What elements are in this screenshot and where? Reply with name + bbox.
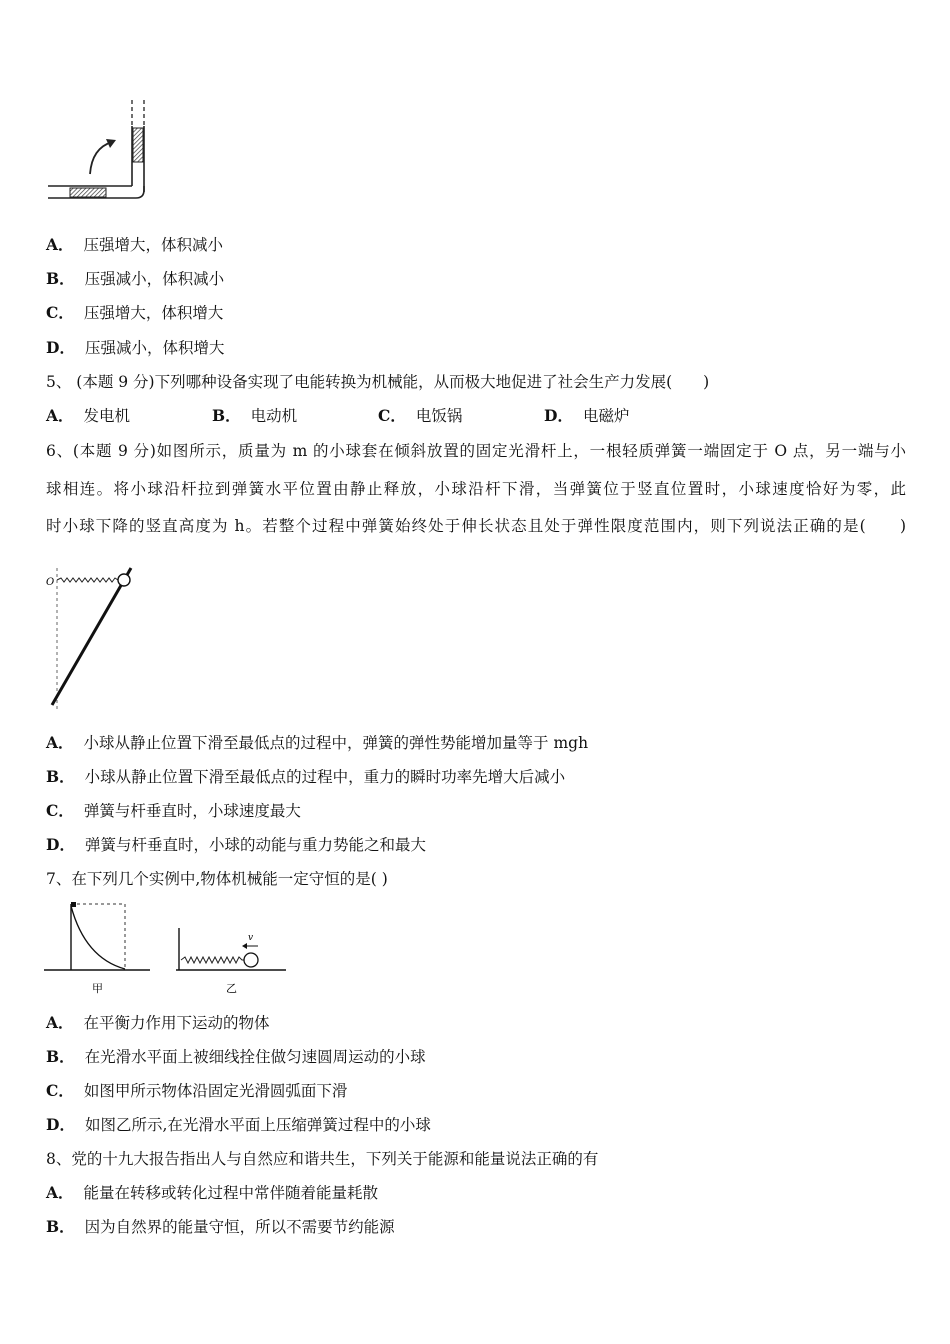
- option-letter: C．: [378, 406, 406, 425]
- velocity-label: v: [248, 933, 254, 943]
- option-letter: B．: [212, 406, 241, 425]
- q5-option-c: [378, 406, 544, 426]
- option-letter: B．: [46, 767, 75, 786]
- option-text: 弹簧与杆垂直时，小球的动能与重力势能之和最大: [84, 836, 426, 854]
- q4-option-b: [46, 269, 224, 289]
- velocity-arrow: [242, 943, 247, 949]
- q6-option-c: [46, 801, 301, 821]
- q6-stem-line-1: 6、(本题 9 分)如图所示，质量为 m 的小球套在倾斜放置的固定光滑杆上，一根轻质弹簧一端固定于 O 点，另一端与小: [46, 442, 906, 460]
- q6-stem-line-2: 球相连。将小球沿杆拉到弹簧水平位置由静止释放，小球沿杆下滑，当弹簧位于竖直位置时，小球速度恰好为零，此: [46, 480, 906, 498]
- figure-jia: [44, 902, 150, 995]
- q6-option-b: [46, 767, 565, 787]
- q8-option-b: [46, 1217, 395, 1237]
- q6-option-a: [46, 733, 588, 753]
- option-letter: C．: [46, 303, 74, 322]
- figure-yi: [176, 928, 286, 995]
- option-text: 弹簧与杆垂直时，小球速度最大: [83, 802, 301, 820]
- option-letter: D．: [46, 1115, 75, 1134]
- q8-option-a: [46, 1183, 378, 1203]
- option-letter: A．: [46, 1183, 74, 1202]
- q6-spring-rod-figure: [40, 562, 140, 714]
- option-letter: C．: [46, 801, 74, 820]
- q7-option-a: [46, 1013, 270, 1033]
- q6-stem-line-3: 时小球下降的竖直高度为 h。若整个过程中弹簧始终处于伸长状态且处于弹性限度范围内，则下列说法正确的是( ): [46, 517, 906, 535]
- q5-stem: 5、 (本题 9 分)下列哪种设备实现了电能转换为机械能，从而极大地促进了社会生产力发展( ): [46, 373, 710, 391]
- option-text: 压强减小，体积减小: [84, 270, 225, 288]
- q7-option-d: [46, 1115, 431, 1135]
- q4-tube-figure: [44, 98, 164, 208]
- option-text: 如图乙所示,在光滑水平面上压缩弹簧过程中的小球: [84, 1116, 431, 1134]
- q5-option-a: [46, 406, 212, 426]
- q7-stem: 7、在下列几个实例中,物体机械能一定守恒的是( ): [46, 870, 388, 888]
- option-letter: A．: [46, 733, 74, 752]
- option-letter: D．: [544, 406, 573, 425]
- q8-stem: 8、党的十九大报告指出人与自然应和谐共生，下列关于能源和能量说法正确的有: [46, 1150, 599, 1168]
- option-letter: A．: [46, 406, 74, 425]
- option-text: 压强减小，体积增大: [84, 339, 225, 357]
- point-o-label: O: [46, 577, 55, 588]
- option-text: 在光滑水平面上被细线拴住做匀速圆周运动的小球: [84, 1048, 426, 1066]
- q4-option-d: [46, 338, 224, 358]
- q5-options-row: [46, 406, 629, 426]
- q7-figures: [40, 898, 290, 1000]
- option-letter: A．: [46, 235, 74, 254]
- q4-option-c: [46, 303, 223, 323]
- option-letter: B．: [46, 1047, 75, 1066]
- option-letter: D．: [46, 338, 75, 357]
- option-text: 能量在转移或转化过程中常伴随着能量耗散: [83, 1184, 379, 1202]
- option-text: 压强增大，体积减小: [83, 236, 224, 254]
- option-text: 压强增大，体积增大: [83, 304, 224, 322]
- ball: [118, 574, 130, 586]
- spring: [57, 578, 122, 582]
- q7-option-b: [46, 1047, 426, 1067]
- option-letter: D．: [46, 835, 75, 854]
- q5-option-d: [544, 406, 629, 426]
- option-text: 电饭锅: [415, 407, 463, 425]
- option-letter: A．: [46, 1013, 74, 1032]
- option-text: 如图甲所示物体沿固定光滑圆弧面下滑: [83, 1082, 348, 1100]
- option-text: 小球从静止位置下滑至最低点的过程中，弹簧的弹性势能增加量等于 mgh: [83, 734, 589, 752]
- option-letter: B．: [46, 269, 75, 288]
- option-text: 电磁炉: [582, 407, 630, 425]
- figure-jia-caption: 甲: [92, 982, 103, 995]
- option-text: 电动机: [250, 407, 298, 425]
- option-text: 小球从静止位置下滑至最低点的过程中，重力的瞬时功率先增大后减小: [84, 768, 566, 786]
- figure-yi-caption: 乙: [226, 982, 237, 995]
- q7-option-c: [46, 1081, 347, 1101]
- option-text: 发电机: [83, 407, 131, 425]
- option-text: 因为自然界的能量守恒，所以不需要节约能源: [84, 1218, 395, 1236]
- option-text: 在平衡力作用下运动的物体: [83, 1014, 270, 1032]
- q4-option-a: [46, 235, 223, 255]
- option-letter: C．: [46, 1081, 74, 1100]
- q5-option-b: [212, 406, 378, 426]
- q6-option-d: [46, 835, 426, 855]
- inclined-rod: [52, 568, 131, 705]
- option-letter: B．: [46, 1217, 75, 1236]
